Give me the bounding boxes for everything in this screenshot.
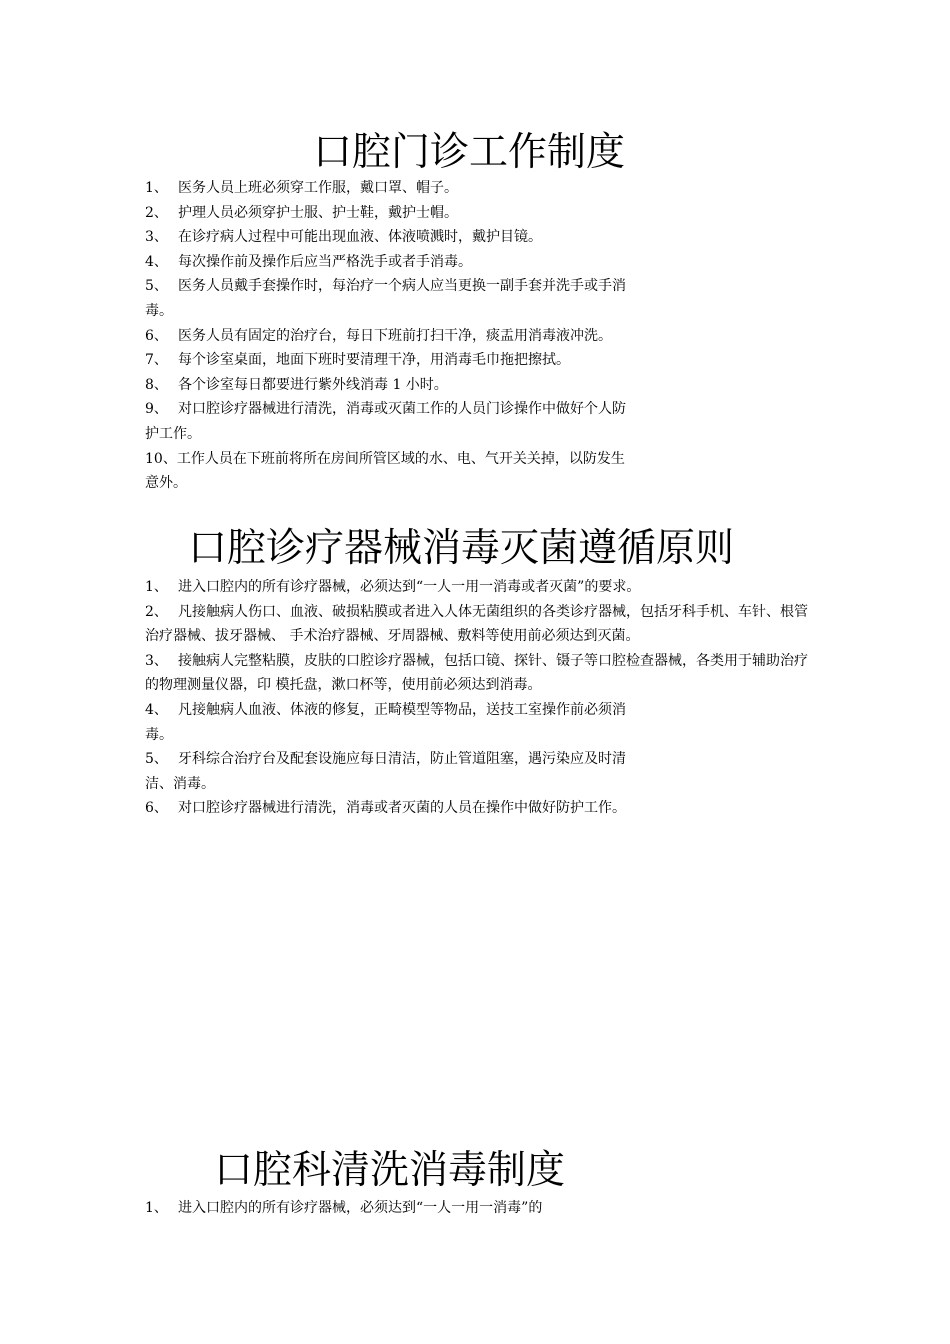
- item-number: 2、: [145, 603, 168, 620]
- section-cleaning-disinfection: [145, 1196, 810, 1221]
- list-item: [145, 600, 810, 649]
- item-number: 6、: [145, 800, 168, 817]
- item-text: 医务人员戴手套操作时，每治疗一个病人应当更换一副手套并洗手或手消毒。: [145, 278, 626, 319]
- list-item: [145, 324, 637, 349]
- item-number: 6、: [145, 327, 168, 344]
- item-text: 各个诊室每日都要进行紫外线消毒 1 小时。: [178, 376, 448, 393]
- list-item: [145, 447, 637, 496]
- item-text: 对口腔诊疗器械进行清洗，消毒或者灭菌的人员在操作中做好防护工作。: [178, 800, 626, 817]
- item-number: 4、: [145, 253, 168, 270]
- list-item: [145, 250, 637, 275]
- section-outpatient-rules: [145, 176, 637, 496]
- item-text: 牙科综合治疗台及配套设施应每日清洁，防止管道阻塞，遇污染应及时清洁、消毒。: [145, 751, 626, 792]
- item-number: 5、: [145, 751, 168, 768]
- list-item: [145, 698, 637, 747]
- item-number: 1、: [145, 579, 168, 595]
- list-item: [145, 747, 637, 796]
- item-number: 3、: [145, 229, 168, 246]
- item-number: 10、: [145, 450, 177, 467]
- list-item: [145, 373, 637, 398]
- item-text: 凡接触病人血液、体液的修复，正畸模型等物品，送技工室操作前必须消毒。: [145, 701, 626, 743]
- list-item: [145, 1196, 810, 1221]
- section-sterilization-principles: [145, 575, 810, 821]
- item-text: 进入口腔内的所有诊疗器械，必须达到“一人一用一消毒或者灭菌”的要求。: [178, 579, 641, 595]
- list-item: [145, 796, 637, 821]
- item-number: 9、: [145, 401, 168, 418]
- item-text: 每个诊室桌面，地面下班时要清理干净，用消毒毛巾拖把擦拭。: [178, 352, 570, 369]
- list-item: [145, 397, 637, 446]
- item-text: 在诊疗病人过程中可能出现血液、体液喷溅时，戴护目镜。: [178, 229, 542, 246]
- list-item: [145, 274, 637, 323]
- section-title-outpatient-rules: 口腔门诊工作制度: [313, 130, 626, 175]
- list-item: [145, 348, 637, 373]
- list-item: [145, 575, 810, 600]
- list-item: [145, 201, 637, 226]
- item-number: 1、: [145, 180, 168, 196]
- item-number: 7、: [145, 352, 168, 369]
- item-text: 医务人员上班必须穿工作服，戴口罩、帽子。: [178, 180, 458, 196]
- list-item: [145, 176, 637, 201]
- item-text: 工作人员在下班前将所在房间所管区域的水、电、气开关关掉，以防发生意外。: [145, 450, 625, 492]
- item-number: 1、: [145, 1200, 168, 1216]
- item-text: 接触病人完整粘膜，皮肤的口腔诊疗器械，包括口镜、探针、镊子等口腔检查器械，各类用于辅助治疗的物理测量仪器，印 模托盘，漱口杯等，使用前必须达到消毒。: [145, 652, 808, 694]
- item-text: 对口腔诊疗器械进行清洗，消毒或灭菌工作的人员门诊操作中做好个人防护工作。: [145, 401, 626, 442]
- item-number: 3、: [145, 652, 168, 669]
- list-item: [145, 649, 810, 698]
- section-title-sterilization-principles: 口腔诊疗器械消毒灭菌遵循原则: [188, 526, 735, 571]
- item-text: 凡接触病人伤口、血液、破损粘膜或者进入人体无菌组织的各类诊疗器械，包括牙科手机、车针、根管治疗器械、拔牙器械、 手术治疗器械、牙周器械、敷料等使用前必须达到灭菌。: [145, 603, 808, 645]
- list-item: [145, 225, 637, 250]
- item-number: 5、: [145, 278, 168, 295]
- item-text: 进入口腔内的所有诊疗器械，必须达到“一人一用一消毒”的: [178, 1200, 543, 1216]
- section-title-cleaning-disinfection: 口腔科清洗消毒制度: [214, 1148, 566, 1193]
- item-text: 每次操作前及操作后应当严格洗手或者手消毒。: [178, 253, 472, 270]
- item-text: 医务人员有固定的治疗台，每日下班前打扫干净，痰盂用消毒液冲洗。: [178, 327, 612, 344]
- item-text: 护理人员必须穿护士服、护士鞋，戴护士帽。: [178, 204, 458, 221]
- item-number: 2、: [145, 204, 168, 221]
- item-number: 8、: [145, 376, 168, 393]
- item-number: 4、: [145, 701, 168, 718]
